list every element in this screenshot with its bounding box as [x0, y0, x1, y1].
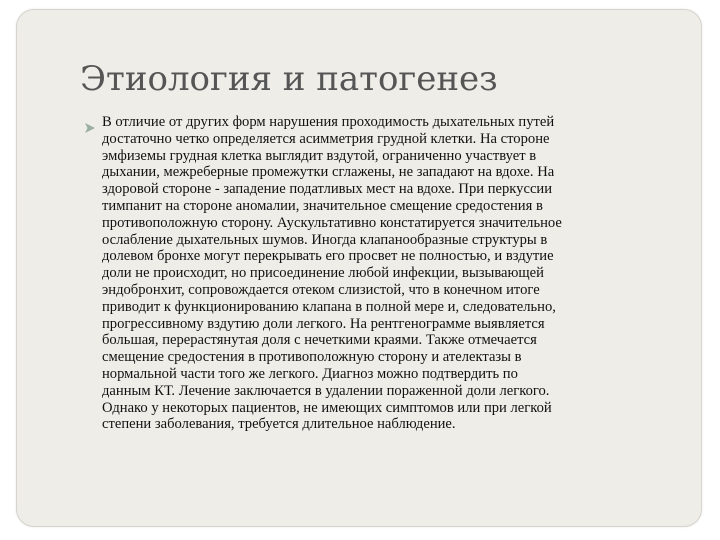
text-line: дыхании, межреберные промежутки сглажены, не западают на вдохе. На: [102, 164, 555, 181]
text-line: эндобронхит, сопровождается отеком слизистой, что в конечном итоге: [102, 281, 540, 298]
text-line: смещение средостения в противоположную сторону и ателектазы в: [102, 349, 522, 366]
text-line: большая, перерастянутая доля с нечеткими краями. Также отмечается: [102, 332, 537, 349]
text-line: приводит к функционированию клапана в полной мере и, следовательно,: [102, 298, 556, 315]
text-line: степени заболевания, требуется длительное наблюдение.: [102, 416, 456, 433]
text-line: данным КТ. Лечение заключается в удалении пораженной доли легкого.: [102, 382, 550, 399]
slide-title: Этиология и патогенез: [80, 59, 498, 99]
text-line: доли не происходит, но присоединение любой инфекции, вызывающей: [102, 265, 544, 282]
text-line: нормальной части того же легкого. Диагноз можно подтвердить по: [102, 365, 518, 382]
bullet-icon: [84, 122, 96, 134]
text-line: достаточно четко определяется асимметрия грудной клетки. На стороне: [102, 130, 550, 147]
text-line: В отличие от других форм нарушения проходимость дыхательных путей: [102, 114, 555, 130]
text-line: противоположную сторону. Аускультативно констатируется значительное: [102, 214, 562, 231]
text-line: прогрессивному вздутию доли легкого. На рентгенограмме выявляется: [102, 315, 545, 332]
text-line: долевом бронхе могут перекрывать его просвет не полностью, и вздутие: [102, 248, 554, 265]
text-line: здоровой стороне - западение податливых мест на вдохе. При перкуссии: [102, 181, 553, 198]
bullet-text: [102, 114, 680, 433]
text-line: Однако у некоторых пациентов, не имеющих симптомов или при легкой: [102, 399, 552, 416]
bullet-arrow-shape: [85, 123, 95, 133]
text-line: эмфиземы грудная клетка выглядит вздутой, ограниченно участвует в: [102, 147, 537, 164]
text-line: ослабление дыхательных шумов. Иногда клапанообразные структуры в: [102, 231, 548, 248]
text-line: тимпанит на стороне аномалии, значительное смещение средостения в: [102, 197, 543, 214]
